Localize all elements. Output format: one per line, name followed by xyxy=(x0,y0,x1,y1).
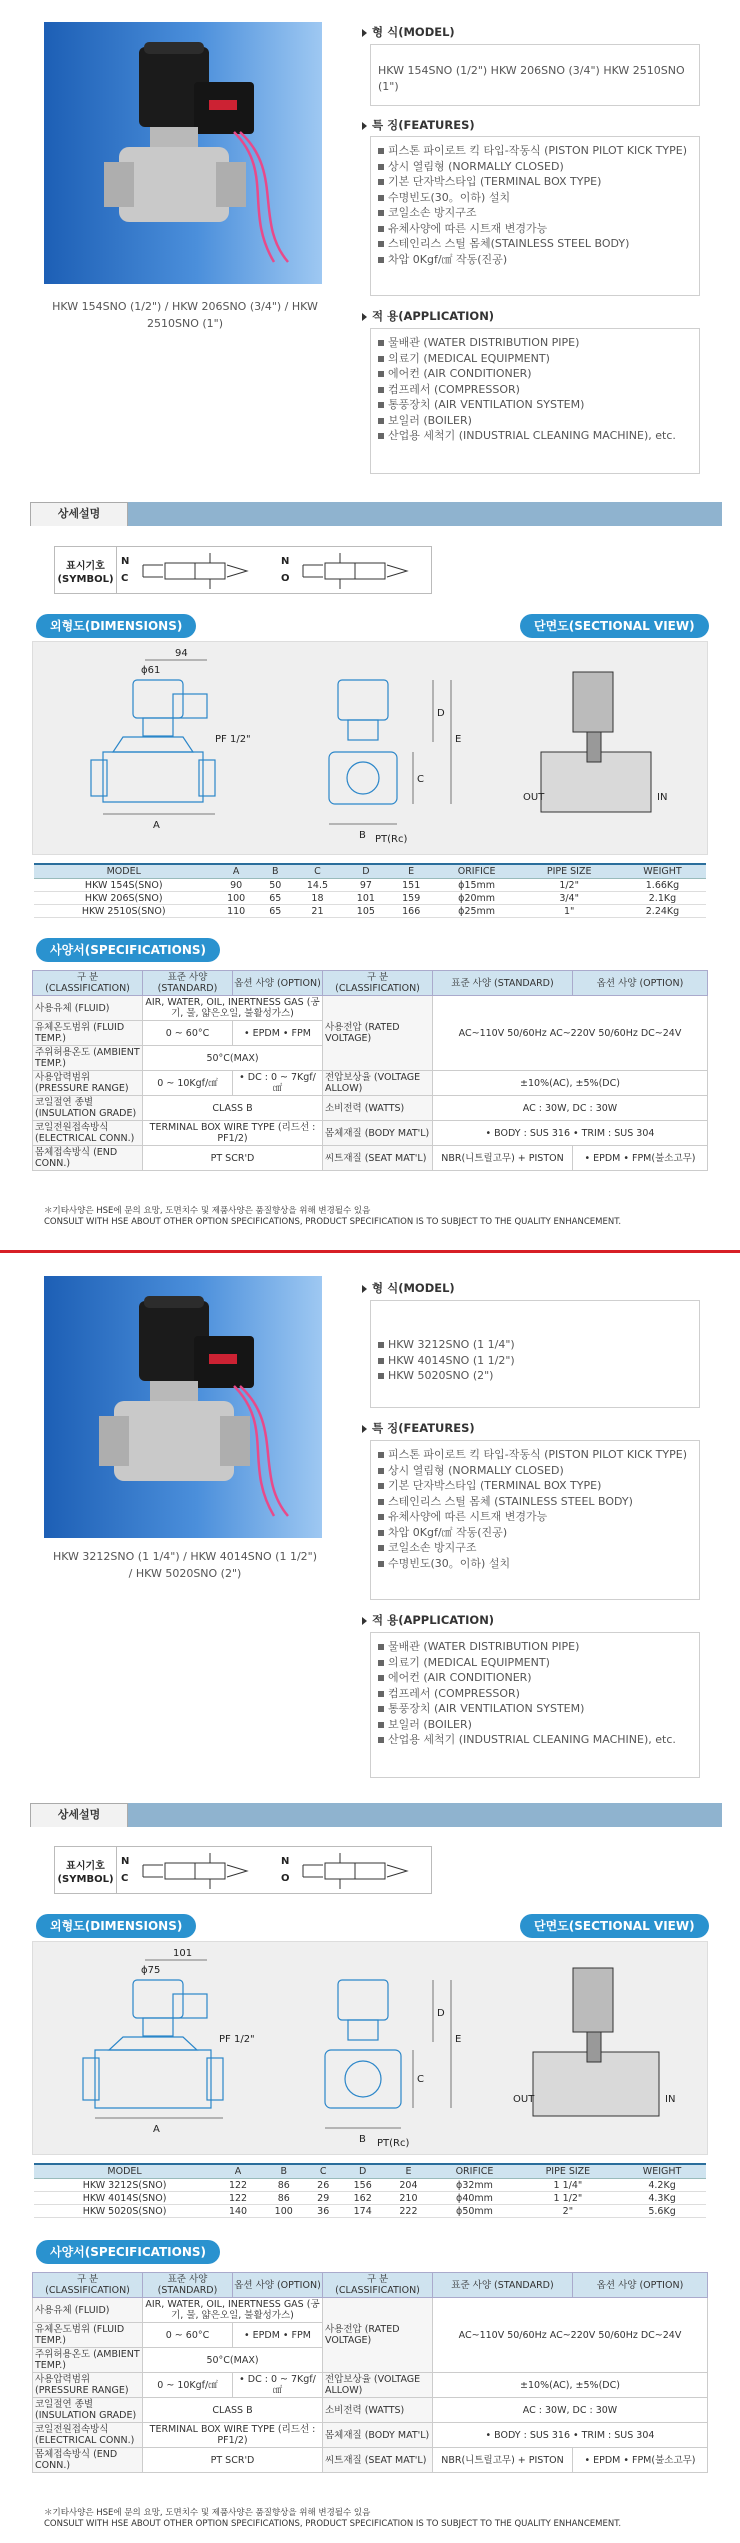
cell: 101 xyxy=(343,892,388,905)
table-row xyxy=(34,879,706,892)
table-row xyxy=(33,2423,708,2448)
section-out-label: OUT xyxy=(513,2094,535,2105)
table-row xyxy=(33,1096,708,1121)
cell: 50 xyxy=(259,879,292,892)
cell: 1/2" xyxy=(519,879,619,892)
col-header: B xyxy=(261,2164,307,2179)
dimension-drawing xyxy=(32,1941,708,2155)
table-row xyxy=(33,1146,708,1171)
cell: NBR(니트릴고무) + PISTON xyxy=(433,2448,573,2473)
table-row xyxy=(34,905,706,918)
col-header: 옵션 사양 (OPTION) xyxy=(573,971,708,996)
cell: • EPDM • FPM xyxy=(233,2323,323,2348)
col-header: 표준 사양 (STANDARD) xyxy=(433,971,573,996)
spec-title: 사양서(SPECIFICATIONS) xyxy=(36,2240,220,2264)
cell: 156 xyxy=(340,2179,386,2192)
table-row xyxy=(33,2448,708,2473)
cell: NBR(니트릴고무) + PISTON xyxy=(433,1146,573,1171)
features-heading: 특 징(FEATURES) xyxy=(362,1420,475,1436)
feature-item: 수명빈도(30。이하) 설치 xyxy=(378,1556,692,1572)
cell: 122 xyxy=(215,2192,261,2205)
cell: 105 xyxy=(343,905,388,918)
cell: AC~110V 50/60Hz AC~220V 50/60Hz DC~24V xyxy=(433,2298,708,2373)
dim-c-label: C xyxy=(417,774,424,785)
application-item: 에어컨 (AIR CONDITIONER) xyxy=(378,366,692,382)
cell: 140 xyxy=(215,2205,261,2218)
feature-item: 유체사양에 따른 시트재 변경가능 xyxy=(378,1509,692,1525)
cell: CLASS B xyxy=(143,1096,323,1121)
feature-item: 유체사양에 따른 시트재 변경가능 xyxy=(378,221,692,237)
application-heading: 적 용(APPLICATION) xyxy=(362,1612,494,1628)
cell: 2.24Kg xyxy=(619,905,706,918)
dim-width-label: 101 xyxy=(173,1948,193,1959)
cell: HKW 154S(SNO) xyxy=(34,879,213,892)
detail-tab[interactable]: 상세설명 xyxy=(30,502,128,526)
cell: 사용유체 (FLUID) xyxy=(33,2298,143,2323)
spec-header xyxy=(33,2273,708,2298)
dim-pt-label: PT(Rc) xyxy=(377,2138,410,2149)
spec-note xyxy=(44,2508,704,2530)
spec-table xyxy=(32,2272,708,2473)
cell: 65 xyxy=(259,905,292,918)
dim-d-label: D xyxy=(437,2008,445,2019)
model-text: HKW 154SNO (1/2") HKW 206SNO (3/4") HKW 2510SNO (1") xyxy=(378,64,685,93)
product-photo xyxy=(44,22,322,284)
symbol-nc-diagram xyxy=(135,1851,275,1891)
cell: 유체온도범위 (FLUID TEMP.) xyxy=(33,2323,143,2348)
cell: ϕ20mm xyxy=(434,892,520,905)
dim-width-label: 94 xyxy=(175,648,188,659)
cell: 50°C(MAX) xyxy=(143,2348,323,2373)
col-header: A xyxy=(215,2164,261,2179)
features-list xyxy=(370,1440,700,1600)
cell: 18 xyxy=(292,892,343,905)
dim-phi-label: ϕ75 xyxy=(141,1965,161,1976)
model-box xyxy=(370,44,700,106)
application-item: 물배관 (WATER DISTRIBUTION PIPE) xyxy=(378,1639,692,1655)
model-box xyxy=(370,1300,700,1408)
feature-text: 상시 열림형 (NORMALLY CLOSED) xyxy=(388,159,564,173)
dim-a-label: A xyxy=(153,820,160,831)
applications-list xyxy=(370,1632,700,1778)
dim-pf-label: PF 1/2" xyxy=(215,734,251,745)
applications-list xyxy=(370,328,700,474)
feature-item: 차압 0Kgf/㎠ 작동(진공) xyxy=(378,1525,692,1541)
col-header: ORIFICE xyxy=(431,2164,517,2179)
table-row xyxy=(33,2398,708,2423)
detail-bar xyxy=(30,502,722,526)
cell: 97 xyxy=(343,879,388,892)
cell: ϕ40mm xyxy=(431,2192,517,2205)
col-header: WEIGHT xyxy=(619,864,706,879)
dimensions-title: 외형도(DIMENSIONS) xyxy=(36,1914,196,1938)
model-item: HKW 3212SNO (1 1/4") xyxy=(378,1337,692,1353)
note-ko: ＊기타사양은 HSE에 문의 요망, 도면치수 및 제품사양은 품질향상을 위해 변경될수 있음 xyxy=(44,1206,371,1216)
note-en: CONSULT WITH HSE ABOUT OTHER OPTION SPECIFICATIONS, PRODUCT SPECIFICATION IS TO SUBJECT TO THE QUALITY ENHANCEMENT. xyxy=(44,1217,622,1227)
table-header xyxy=(34,2164,706,2179)
cell: 코일절연 종별 (INSULATION GRADE) xyxy=(33,1096,143,1121)
features-heading: 특 징(FEATURES) xyxy=(362,117,475,133)
cell: 174 xyxy=(340,2205,386,2218)
cell: AIR, WATER, OIL, INERTNESS GAS (공기, 물, 얇은오일, 불활성가스) xyxy=(143,2298,323,2323)
cell: 사용압력범위 (PRESSURE RANGE) xyxy=(33,1071,143,1096)
symbol-box xyxy=(54,546,432,594)
symbol-label: 표시기호 (SYMBOL) xyxy=(55,547,117,593)
cell: 주위허용온도 (AMBIENT TEMP.) xyxy=(33,1046,143,1071)
cell: 151 xyxy=(389,879,434,892)
feature-item xyxy=(378,159,692,175)
feature-item: 차압 0Kgf/㎠ 작동(진공) xyxy=(378,252,692,268)
cell: 사용전압 (RATED VOLTAGE) xyxy=(323,996,433,1071)
dim-c-label: C xyxy=(417,2074,424,2085)
cell: 2" xyxy=(518,2205,618,2218)
cell: 사용유체 (FLUID) xyxy=(33,996,143,1021)
col-header: B xyxy=(259,864,292,879)
cell: 코일절연 종별 (INSULATION GRADE) xyxy=(33,2398,143,2423)
table-row xyxy=(33,1121,708,1146)
product-caption: HKW 3212SNO (1 1/4") / HKW 4014SNO (1 1/2") / HKW 5020SNO (2") xyxy=(52,1550,318,1580)
col-header: 구 분 (CLASSIFICATION) xyxy=(323,971,433,996)
col-header: D xyxy=(343,864,388,879)
spec-note xyxy=(44,1206,704,1228)
feature-item: 상시 열림형 (NORMALLY CLOSED) xyxy=(378,1463,692,1479)
section-in-label: IN xyxy=(665,2094,676,2105)
col-header: MODEL xyxy=(34,864,213,879)
cell: AC~110V 50/60Hz AC~220V 50/60Hz DC~24V xyxy=(433,996,708,1071)
application-item: 물배관 (WATER DISTRIBUTION PIPE) xyxy=(378,335,692,351)
cell: • DC : 0 ~ 7Kgf/㎠ xyxy=(233,1071,323,1096)
symbol-no: N O xyxy=(281,556,290,584)
col-header: 옵션 사양 (OPTION) xyxy=(573,2273,708,2298)
cell: 100 xyxy=(213,892,258,905)
cell: TERMINAL BOX WIRE TYPE (리드선 : PF1/2) xyxy=(143,1121,323,1146)
cell: 전압보상율 (VOLTAGE ALLOW) xyxy=(323,2373,433,2398)
cell: 몸체재질 (BODY MAT'L) xyxy=(323,1121,433,1146)
detail-tab[interactable]: 상세설명 xyxy=(30,1803,128,1827)
cell: • EPDM • FPM(불소고무) xyxy=(573,2448,708,2473)
cell: AC : 30W, DC : 30W xyxy=(433,1096,708,1121)
col-header: 옵션 사양 (OPTION) xyxy=(233,971,323,996)
col-header: 표준 사양 (STANDARD) xyxy=(433,2273,573,2298)
cell: 유체온도범위 (FLUID TEMP.) xyxy=(33,1021,143,1046)
table-row xyxy=(33,2373,708,2398)
cell: 몸체접속방식 (END CONN.) xyxy=(33,1146,143,1171)
col-header: 구 분 (CLASSIFICATION) xyxy=(33,2273,143,2298)
cell: PT SCR'D xyxy=(143,1146,323,1171)
feature-item: 피스톤 파이로트 킥 타입-작동식 (PISTON PILOT KICK TYPE) xyxy=(378,1447,692,1463)
cell: HKW 206S(SNO) xyxy=(34,892,213,905)
cell: AIR, WATER, OIL, INERTNESS GAS (공기, 물, 얇은오일, 불활성가스) xyxy=(143,996,323,1021)
table-row xyxy=(33,1071,708,1096)
dimensions-title: 외형도(DIMENSIONS) xyxy=(36,614,196,638)
cell: 159 xyxy=(389,892,434,905)
cell: 29 xyxy=(307,2192,340,2205)
cell: 소비전력 (WATTS) xyxy=(323,2398,433,2423)
cell: 3/4" xyxy=(519,892,619,905)
col-header: C xyxy=(292,864,343,879)
cell: • BODY : SUS 316 • TRIM : SUS 304 xyxy=(433,1121,708,1146)
application-item: 산업용 세척기 (INDUSTRIAL CLEANING MACHINE), etc. xyxy=(378,428,692,444)
spec-table xyxy=(32,970,708,1171)
cell: TERMINAL BOX WIRE TYPE (리드선 : PF1/2) xyxy=(143,2423,323,2448)
feature-item: 수명빈도(30。이하) 설치 xyxy=(378,190,692,206)
cell: 전압보상율 (VOLTAGE ALLOW) xyxy=(323,1071,433,1096)
model-item: HKW 5020SNO (2") xyxy=(378,1368,692,1384)
cell: 0 ~ 10Kgf/㎠ xyxy=(143,1071,233,1096)
feature-item: 코일소손 방지구조 xyxy=(378,205,692,221)
cell: 사용전압 (RATED VOLTAGE) xyxy=(323,2298,433,2373)
dim-e-label: E xyxy=(455,734,462,745)
cell: 110 xyxy=(213,905,258,918)
cell: 1.66Kg xyxy=(619,879,706,892)
table-row xyxy=(34,2205,706,2218)
symbol-label: 표시기호 (SYMBOL) xyxy=(55,1847,117,1893)
cell: 1 1/2" xyxy=(518,2192,618,2205)
table-row xyxy=(34,2179,706,2192)
model-heading: 형 식(MODEL) xyxy=(362,1280,455,1296)
col-header: ORIFICE xyxy=(434,864,520,879)
detail-bar xyxy=(30,1803,722,1827)
cell: 사용압력범위 (PRESSURE RANGE) xyxy=(33,2373,143,2398)
application-item: 통풍장치 (AIR VENTILATION SYSTEM) xyxy=(378,1701,692,1717)
cell: • DC : 0 ~ 7Kgf/㎠ xyxy=(233,2373,323,2398)
dim-pt-label: PT(Rc) xyxy=(375,834,408,845)
feature-item: 피스톤 파이로트 킥 타입-작동식 (PISTON PILOT KICK TYPE) xyxy=(378,143,692,159)
application-item: 컴프레서 (COMPRESSOR) xyxy=(378,382,692,398)
application-item: 보일러 (BOILER) xyxy=(378,413,692,429)
col-header: C xyxy=(307,2164,340,2179)
section-out-label: OUT xyxy=(523,792,545,803)
cell: 소비전력 (WATTS) xyxy=(323,1096,433,1121)
cell: 204 xyxy=(386,2179,432,2192)
features-list xyxy=(370,136,700,296)
note-ko: ＊기타사양은 HSE에 문의 요망, 도면치수 및 제품사양은 품질향상을 위해 변경될수 있음 xyxy=(44,2508,371,2518)
dim-d-label: D xyxy=(437,708,445,719)
cell: ϕ32mm xyxy=(431,2179,517,2192)
cell: • BODY : SUS 316 • TRIM : SUS 304 xyxy=(433,2423,708,2448)
product-caption: HKW 154SNO (1/2") / HKW 206SNO (3/4") / HKW 2510SNO (1") xyxy=(52,300,318,330)
cell: CLASS B xyxy=(143,2398,323,2423)
spec-header xyxy=(33,971,708,996)
section-divider xyxy=(0,1250,740,1253)
col-header: 표준 사양 (STANDARD) xyxy=(143,2273,233,2298)
cell: 36 xyxy=(307,2205,340,2218)
dimension-svg xyxy=(33,1942,709,2156)
model-item: HKW 4014SNO (1 1/2") xyxy=(378,1353,692,1369)
cell: 코일전원접속방식 (ELECTRICAL CONN.) xyxy=(33,1121,143,1146)
col-header: 구 분 (CLASSIFICATION) xyxy=(33,971,143,996)
cell: HKW 3212S(SNO) xyxy=(34,2179,215,2192)
cell: HKW 5020S(SNO) xyxy=(34,2205,215,2218)
cell: 4.3Kg xyxy=(618,2192,706,2205)
cell: 0 ~ 60°C xyxy=(143,2323,233,2348)
dim-phi-label: ϕ61 xyxy=(141,665,161,676)
table-row xyxy=(33,2298,708,2323)
cell: 26 xyxy=(307,2179,340,2192)
cell: 86 xyxy=(261,2179,307,2192)
cell: AC : 30W, DC : 30W xyxy=(433,2398,708,2423)
table-header xyxy=(34,864,706,879)
feature-item: 스테인리스 스틸 몸체(STAINLESS STEEL BODY) xyxy=(378,236,692,252)
dim-e-label: E xyxy=(455,2034,462,2045)
cell: 0 ~ 10Kgf/㎠ xyxy=(143,2373,233,2398)
application-item: 보일러 (BOILER) xyxy=(378,1717,692,1733)
symbol-no-diagram xyxy=(295,551,425,591)
symbol-nc: N C xyxy=(121,556,130,584)
col-header: PIPE SIZE xyxy=(518,2164,618,2179)
sectional-title: 단면도(SECTIONAL VIEW) xyxy=(520,1914,709,1938)
cell: 222 xyxy=(386,2205,432,2218)
col-header: E xyxy=(389,864,434,879)
cell: 4.2Kg xyxy=(618,2179,706,2192)
col-header: WEIGHT xyxy=(618,2164,706,2179)
valve-image xyxy=(44,22,322,284)
spec-title: 사양서(SPECIFICATIONS) xyxy=(36,938,220,962)
cell: ϕ25mm xyxy=(434,905,520,918)
col-header: D xyxy=(340,2164,386,2179)
cell: 코일전원접속방식 (ELECTRICAL CONN.) xyxy=(33,2423,143,2448)
cell: 14.5 xyxy=(292,879,343,892)
col-header: MODEL xyxy=(34,2164,215,2179)
cell: 몸체재질 (BODY MAT'L) xyxy=(323,2423,433,2448)
cell: 122 xyxy=(215,2179,261,2192)
cell: 1" xyxy=(519,905,619,918)
dimension-drawing xyxy=(32,641,708,855)
col-header: E xyxy=(386,2164,432,2179)
cell: HKW 2510S(SNO) xyxy=(34,905,213,918)
dim-a-label: A xyxy=(153,2124,160,2135)
table-row xyxy=(33,996,708,1021)
sectional-title: 단면도(SECTIONAL VIEW) xyxy=(520,614,709,638)
dim-b-label: B xyxy=(359,830,366,841)
table-row xyxy=(34,2192,706,2205)
dim-b-label: B xyxy=(359,2134,366,2145)
cell: 2.1Kg xyxy=(619,892,706,905)
col-header: 표준 사양 (STANDARD) xyxy=(143,971,233,996)
symbol-no-diagram xyxy=(295,1851,425,1891)
dimension-table xyxy=(34,2163,706,2218)
product-photo xyxy=(44,1276,322,1538)
cell: ϕ15mm xyxy=(434,879,520,892)
dim-pf-label: PF 1/2" xyxy=(219,2034,255,2045)
symbol-no: N O xyxy=(281,1856,290,1884)
cell: 166 xyxy=(389,905,434,918)
cell: ±10%(AC), ±5%(DC) xyxy=(433,1071,708,1096)
col-header: 구 분 (CLASSIFICATION) xyxy=(323,2273,433,2298)
cell: 21 xyxy=(292,905,343,918)
note-en: CONSULT WITH HSE ABOUT OTHER OPTION SPECIFICATIONS, PRODUCT SPECIFICATION IS TO SUBJECT TO THE QUALITY ENHANCEMENT. xyxy=(44,2519,622,2529)
application-item: 의료기 (MEDICAL EQUIPMENT) xyxy=(378,1655,692,1671)
dimension-svg xyxy=(33,642,709,856)
application-item: 통풍장치 (AIR VENTILATION SYSTEM) xyxy=(378,397,692,413)
symbol-nc-diagram xyxy=(135,551,275,591)
symbol-box xyxy=(54,1846,432,1894)
cell: PT SCR'D xyxy=(143,2448,323,2473)
model-heading: 형 식(MODEL) xyxy=(362,24,455,40)
cell: 90 xyxy=(213,879,258,892)
application-item: 의료기 (MEDICAL EQUIPMENT) xyxy=(378,351,692,367)
application-item: 컴프레서 (COMPRESSOR) xyxy=(378,1686,692,1702)
application-heading: 적 용(APPLICATION) xyxy=(362,308,494,324)
cell: 주위허용온도 (AMBIENT TEMP.) xyxy=(33,2348,143,2373)
cell: 몸체접속방식 (END CONN.) xyxy=(33,2448,143,2473)
feature-item: 스테인리스 스틸 몸체 (STAINLESS STEEL BODY) xyxy=(378,1494,692,1510)
cell: 씨트재질 (SEAT MAT'L) xyxy=(323,1146,433,1171)
valve-image xyxy=(44,1276,322,1538)
cell: 5.6Kg xyxy=(618,2205,706,2218)
col-header: A xyxy=(213,864,258,879)
cell: 50°C(MAX) xyxy=(143,1046,323,1071)
symbol-nc: N C xyxy=(121,1856,130,1884)
dimension-table xyxy=(34,863,706,918)
feature-item: 기본 단자박스타입 (TERMINAL BOX TYPE) xyxy=(378,1478,692,1494)
cell: 65 xyxy=(259,892,292,905)
section-in-label: IN xyxy=(657,792,668,803)
col-header: 옵션 사양 (OPTION) xyxy=(233,2273,323,2298)
cell: 100 xyxy=(261,2205,307,2218)
cell: HKW 4014S(SNO) xyxy=(34,2192,215,2205)
cell: • EPDM • FPM(불소고무) xyxy=(573,1146,708,1171)
cell: 210 xyxy=(386,2192,432,2205)
application-item: 에어컨 (AIR CONDITIONER) xyxy=(378,1670,692,1686)
cell: • EPDM • FPM xyxy=(233,1021,323,1046)
cell: 1 1/4" xyxy=(518,2179,618,2192)
cell: 86 xyxy=(261,2192,307,2205)
cell: ±10%(AC), ±5%(DC) xyxy=(433,2373,708,2398)
cell: 0 ~ 60°C xyxy=(143,1021,233,1046)
application-item: 산업용 세척기 (INDUSTRIAL CLEANING MACHINE), etc. xyxy=(378,1732,692,1748)
col-header: PIPE SIZE xyxy=(519,864,619,879)
feature-item: 기본 단자박스타입 (TERMINAL BOX TYPE) xyxy=(378,174,692,190)
feature-item: 코일소손 방지구조 xyxy=(378,1540,692,1556)
table-row xyxy=(34,892,706,905)
cell: 162 xyxy=(340,2192,386,2205)
cell: 씨트재질 (SEAT MAT'L) xyxy=(323,2448,433,2473)
cell: ϕ50mm xyxy=(431,2205,517,2218)
